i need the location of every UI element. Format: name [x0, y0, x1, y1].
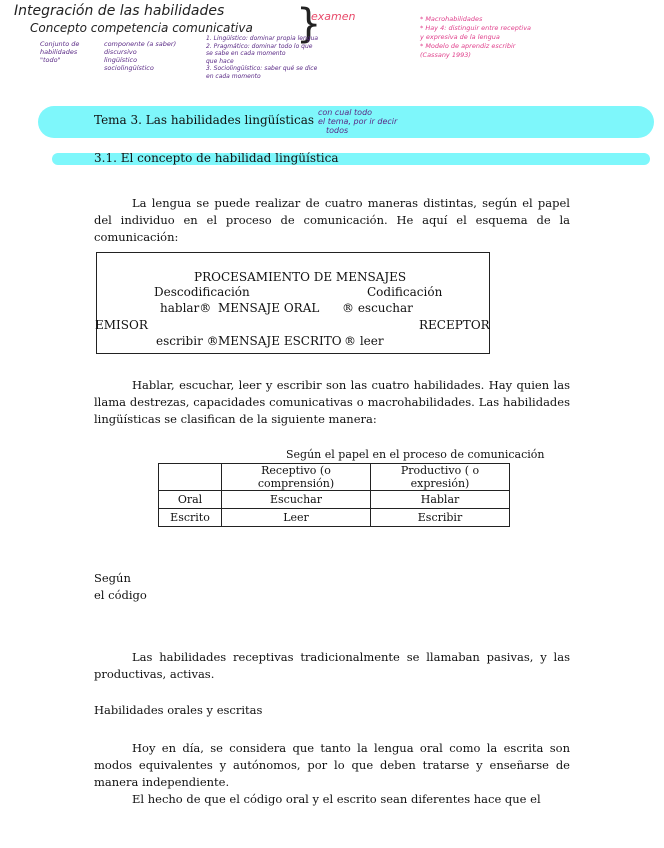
handwritten-right-note: * Macrohabilidades * Hay 4: distinguir entre receptiva y expresiva de la lengua * Modelo de aprendiz escribir (Cassany 1993)	[420, 15, 532, 59]
table-header-cell: Receptivo (o comprensión)	[222, 464, 371, 491]
paragraph-skills: Hablar, escuchar, leer y escribir son las cuatro habilidades. Hay quien las llama destrezas, capacidades comunicativas o macrohabilidades. Las habilidades lingüísticas se clasifican de la siguiente manera:	[94, 378, 570, 426]
handwritten-banner-note: con cual todo el tema, por ir decir todos	[318, 108, 398, 135]
diagram-oral-message: MENSAJE ORAL	[218, 301, 320, 315]
handwritten-left-note: Conjunto de habilidades "todo"	[40, 40, 80, 64]
section-title: Tema 3. Las habilidades lingüísticas	[94, 113, 315, 127]
diagram-written-message: MENSAJE ESCRITO	[218, 334, 342, 348]
table-cell: Escribir	[371, 509, 510, 527]
table-cell: Oral	[159, 491, 222, 509]
table-row	[159, 491, 510, 509]
segun-label: Según el código	[94, 571, 147, 602]
handwritten-mid-note: componente (a saber) discursivo lingüístico sociolingüístico	[104, 40, 177, 72]
skills-table	[158, 463, 510, 527]
diagram-emisor: EMISOR	[95, 318, 148, 332]
diagram-decodification: Descodificación	[154, 285, 250, 299]
diagram-leer: ® leer	[344, 334, 384, 348]
handwritten-subtitle: Concepto competencia comunicativa	[30, 21, 253, 35]
diagram-escribir: escribir ®	[156, 334, 219, 348]
table-cell: Escuchar	[222, 491, 371, 509]
table-cell: Hablar	[371, 491, 510, 509]
table-header-cell: Productivo ( o expresión)	[371, 464, 510, 491]
paragraph-intro: La lengua se puede realizar de cuatro maneras distintas, según el papel del individuo en el proceso de comunicación. He aquí el esquema de la comunicación:	[94, 196, 570, 244]
diagram-escuchar: ® escuchar	[342, 301, 413, 315]
heading-oral-written: Habilidades orales y escritas	[94, 703, 263, 717]
table-cell: Leer	[222, 509, 371, 527]
diagram-codification: Codificación	[367, 285, 443, 299]
table-row	[159, 509, 510, 527]
paragraph-today: Hoy en día, se considera que tanto la lengua oral como la escrita son modos equivalentes y autónomos, por lo que deben tratarse y enseñarse de manera independiente.	[94, 741, 570, 789]
handwritten-examen: examen	[311, 10, 356, 23]
table-header-cell	[159, 464, 222, 491]
paragraph-receptive: Las habilidades receptivas tradicionalmente se llamaban pasivas, y las productivas, activas.	[94, 650, 570, 681]
table-caption: Según el papel en el proceso de comunicación	[286, 448, 545, 461]
paragraph-code: El hecho de que el código oral y el escrito sean diferentes hace que el	[132, 792, 541, 806]
brace-mark: }	[296, 1, 322, 47]
diagram-receptor: RECEPTOR	[419, 318, 490, 332]
handwritten-title: Integración de las habilidades	[14, 3, 225, 19]
subsection-title: 3.1. El concepto de habilidad lingüística	[94, 151, 339, 165]
table-header-row	[159, 464, 510, 491]
handwritten-center-note: 1. Lingüístico: dominar propia lengua 2. Pragmático: dominar todo lo que se sabe en cada momento que hace 3. Sociolingüístico: saber qué se dice en cada momento	[206, 35, 319, 80]
diagram-hablar: hablar®	[160, 301, 212, 315]
table-cell: Escrito	[159, 509, 222, 527]
diagram-title: PROCESAMIENTO DE MENSAJES	[194, 270, 407, 284]
